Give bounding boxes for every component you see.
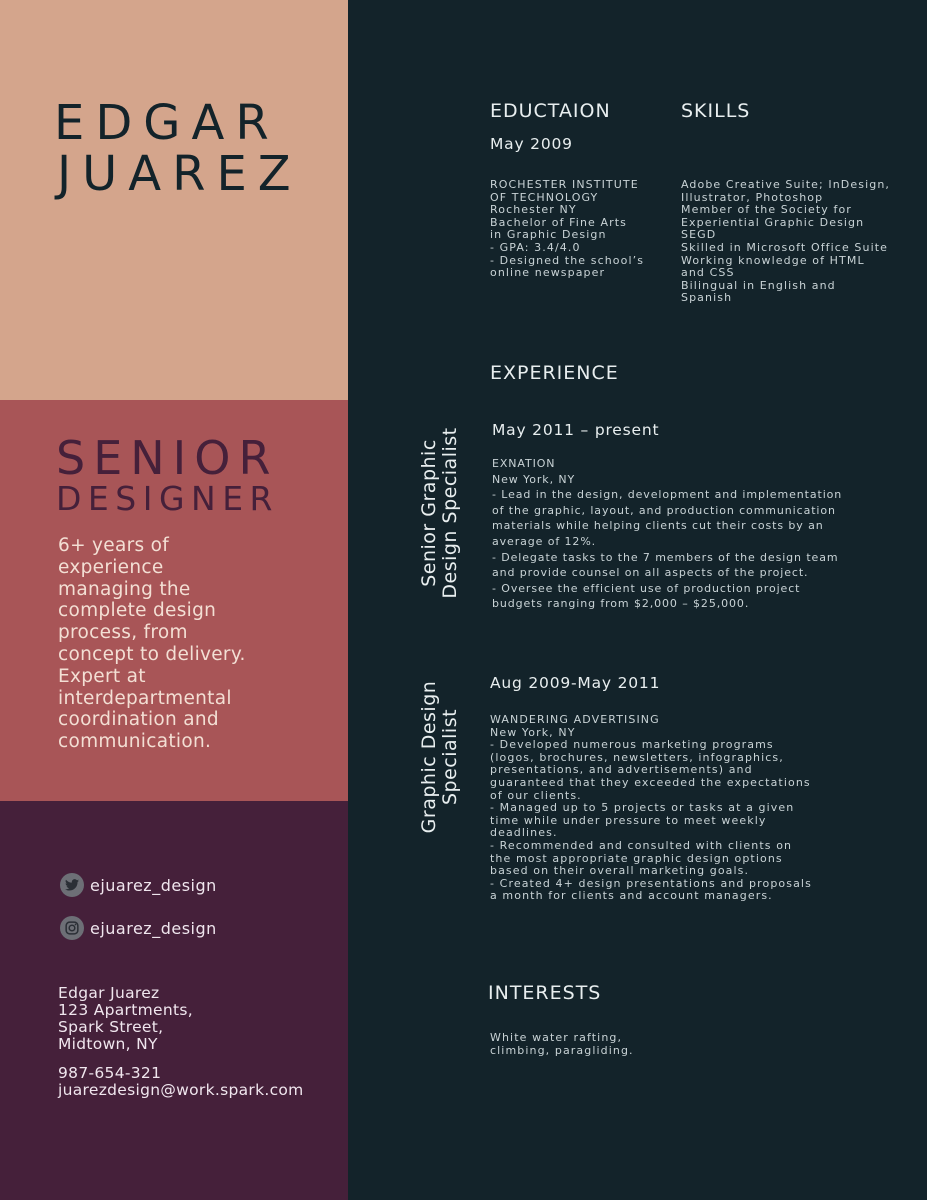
mailing-address: Edgar Juarez 123 Apartments, Spark Street, Midtown, NY [58,984,193,1053]
job2-details: WANDERING ADVERTISING New York, NY - Developed numerous marketing programs (logos, brochures, newsletters, infographics, presentations, and advertisements) and guaranteed that they exceeded the expectations of our clients. - Managed up to 5 projects or tasks at a given time while under pressure to meet weekly deadlines. - Recommended and consulted with clients on the most appropriate graphic design options based on their overall marketing goals. - Created 4+ design presentations and proposals a month for clients and account managers. [490,713,812,903]
job2-title: Graphic Design Specialist [418,680,461,834]
twitter-link[interactable] [60,873,217,897]
profile-summary: 6+ years of experience managing the complete design process, from concept to delivery. Expert at interdepartmental coordination and communication. [58,535,246,753]
instagram-link[interactable] [60,916,217,940]
education-details: ROCHESTER INSTITUTE OF TECHNOLOGY Rochester NY Bachelor of Fine Arts in Graphic Design - GPA: 3.4/4.0 - Designed the school’s online newspaper [490,178,645,280]
email-address[interactable]: juarezdesign@work.spark.com [58,1081,304,1099]
instagram-icon [60,916,84,940]
education-date: May 2009 [490,135,573,153]
job1-details: EXNATION New York, NY - Lead in the design, development and implementation of the graphic, layout, and production communication materials while helping clients cut their costs by an average of 12%. - Delegate tasks to the 7 members of the design team and provide counsel on all aspects of the project. - Oversee the efficient use of production project budgets ranging from $2,000 – $25,000. [492,457,843,611]
skills-list: Adobe Creative Suite; InDesign, Illustrator, Photoshop Member of the Society for Experiential Graphic Design SEGD Skilled in Microsoft Office Suite Working knowledge of HTML and CSS Bilingual in English and Spanish [681,178,890,305]
experience-heading: EXPERIENCE [490,362,619,384]
interests-list: White water rafting, climbing, paragliding. [490,1031,634,1057]
role-title-line2: DESIGNER [56,479,279,518]
phone-number: 987-654-321 [58,1064,162,1082]
twitter-handle: ejuarez_design [90,875,217,895]
job2-date: Aug 2009-May 2011 [490,674,661,692]
job1-date: May 2011 – present [492,421,660,439]
first-name: EDGAR [54,95,280,151]
role-title-line1: SENIOR [56,431,279,485]
education-heading: EDUCTAION [490,100,611,122]
instagram-handle: ejuarez_design [90,918,217,938]
interests-heading: INTERESTS [488,982,602,1004]
skills-heading: SKILLS [681,100,751,122]
last-name: JUAREZ [57,146,302,202]
job1-title: Senior Graphic Design Specialist [418,427,461,599]
twitter-icon [60,873,84,897]
